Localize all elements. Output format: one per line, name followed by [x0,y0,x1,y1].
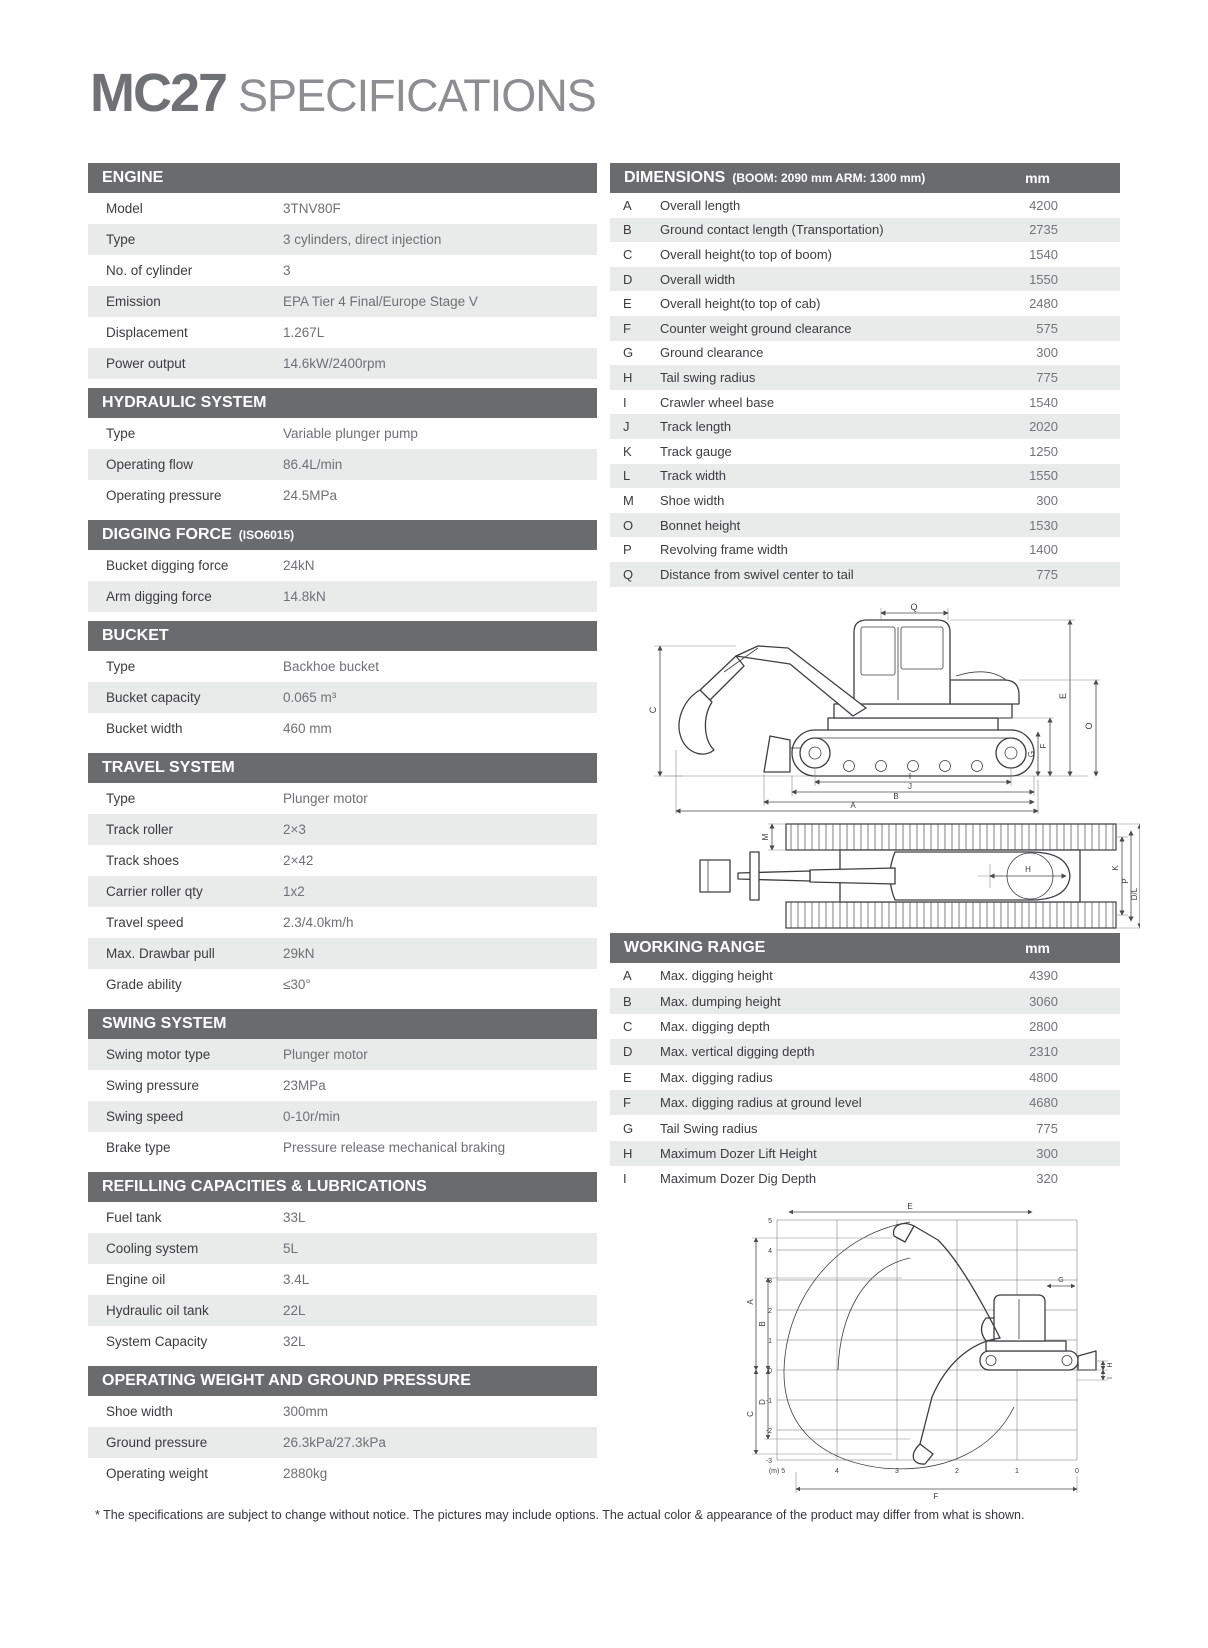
spec-label: Displacement [106,325,188,340]
spec-row [88,1070,597,1101]
spec-label: Ground pressure [106,1435,208,1450]
dim-value: 300 [1036,345,1058,361]
section-header [88,753,597,783]
dim-row [610,316,1120,341]
spec-row [88,1039,597,1070]
section-rows [88,651,597,744]
range-xtick: 4 [835,1468,839,1475]
dim-label-c: C [746,1411,755,1417]
section-note: (BOOM: 2090 mm ARM: 1300 mm) [732,171,926,185]
spec-value: 2.3/4.0km/h [283,915,354,930]
spec-label: Operating weight [106,1466,209,1481]
spec-row [88,1458,597,1489]
dim-letter: H [623,1145,633,1161]
spec-section [88,1366,597,1489]
dim-label-q: Q [910,602,918,612]
unit-label: mm [1025,940,1050,956]
dim-row [610,218,1120,243]
dim-row [610,1166,1120,1191]
dim-name: Maximum Dozer Dig Depth [660,1171,817,1187]
spec-value: 24.5MPa [283,488,338,503]
section-title: BUCKET [102,627,169,644]
spec-row [88,1202,597,1233]
section-header [610,163,1120,193]
spec-label: Cooling system [106,1241,199,1256]
spec-label: Bucket digging force [106,558,229,573]
spec-row [88,1326,597,1357]
spec-label: Grade ability [106,977,182,992]
section-title: DIMENSIONS [624,169,726,186]
range-ytick: 2 [768,1308,772,1315]
dim-letter: D [623,271,633,287]
dim-row [610,1115,1120,1140]
dim-value: 300 [1036,492,1058,508]
spec-label: Operating pressure [106,488,222,503]
working-range-table [610,933,1120,1201]
dim-value: 1530 [1029,517,1058,533]
section-title: HYDRAULIC SYSTEM [102,394,267,411]
spec-label: Travel speed [106,915,184,930]
spec-row [88,255,597,286]
dim-name: Tail Swing radius [660,1120,758,1136]
dim-value: 1540 [1029,394,1058,410]
spec-row [88,876,597,907]
dim-value: 1550 [1029,271,1058,287]
spec-label: System Capacity [106,1334,208,1349]
dim-letter: G [623,1120,634,1136]
spec-label: Bucket capacity [106,690,201,705]
spec-label: Type [106,232,136,247]
dim-letter: O [623,517,634,533]
dim-letter: M [623,492,634,508]
side-view-diagram [638,600,1158,820]
spec-row [88,224,597,255]
dim-name: Ground contact length (Transportation) [660,222,884,238]
dim-name: Ground clearance [660,345,764,361]
section-rows [88,418,597,511]
dim-letter: J [623,419,630,435]
section-header [88,621,597,651]
spec-value: 22L [283,1303,306,1318]
section-title: DIGGING FORCE [102,526,232,543]
spec-row [88,1295,597,1326]
dim-name: Max. vertical digging depth [660,1044,815,1060]
spec-label: Shoe width [106,1404,173,1419]
spec-label: Max. Drawbar pull [106,946,215,961]
spec-label: Carrier roller qty [106,884,203,899]
section-rows [88,1396,597,1489]
section-title: OPERATING WEIGHT AND GROUND PRESSURE [102,1372,471,1389]
spec-label: Fuel tank [106,1210,162,1225]
section-title: WORKING RANGE [624,939,766,956]
dim-row [610,562,1120,587]
dim-row [610,988,1120,1013]
range-xtick: 0 [1075,1468,1079,1475]
spec-label: Track roller [106,822,174,837]
spec-value: 14.6kW/2400rpm [283,356,386,371]
dim-label-a: A [746,1299,755,1305]
spec-label: Type [106,791,136,806]
spec-value: Plunger motor [283,791,368,806]
dim-row [610,1141,1120,1166]
spec-label: Model [106,201,143,216]
dim-label-e: E [1058,692,1068,700]
spec-value: 2880kg [283,1466,328,1481]
dim-value: 4200 [1029,197,1058,213]
spec-row [88,969,597,1000]
section-title: SWING SYSTEM [102,1015,227,1032]
dim-name: Max. digging radius at ground level [660,1095,862,1111]
spec-value: 23MPa [283,1078,326,1093]
dim-value: 3060 [1029,993,1058,1009]
spec-row [88,317,597,348]
spec-row [88,651,597,682]
dim-letter: I [623,394,627,410]
dim-name: Track length [660,419,732,435]
dim-name: Maximum Dozer Lift Height [660,1145,817,1161]
dim-letter: D [623,1044,633,1060]
footnote: * The specifications are subject to change without notice. The pictures may include options. The actual color & appearance of the product may differ from what is shown. [95,1508,1025,1522]
spec-label: Power output [106,356,186,371]
top-view-diagram [690,818,1140,939]
spec-row [88,713,597,744]
dim-value: 775 [1036,1120,1058,1136]
dim-name: Tail swing radius [660,369,756,385]
dim-letter: A [623,968,632,984]
spec-row [88,193,597,224]
range-ytick: 5 [768,1218,772,1225]
spec-label: Swing speed [106,1109,184,1124]
dim-name: Track width [660,468,726,484]
dim-value: 1250 [1029,443,1058,459]
dim-row [610,1090,1120,1115]
range-ytick: 4 [768,1248,772,1255]
section-note: (ISO6015) [238,528,295,542]
spec-label: Type [106,659,136,674]
model-name: MC27 [90,63,227,123]
dim-label-h: H [1107,1362,1114,1368]
dim-label-h: H [1025,865,1031,874]
spec-section [88,163,597,379]
spec-row [88,1264,597,1295]
dim-value: 2480 [1029,296,1058,312]
spec-value: 3TNV80F [283,201,341,216]
dim-letter: L [623,468,631,484]
dim-row [610,537,1120,562]
unit-label: mm [1025,170,1050,186]
spec-value: 24kN [283,558,315,573]
dim-value: 775 [1036,369,1058,385]
spec-value: 14.8kN [283,589,326,604]
spec-row [88,907,597,938]
section-header [88,163,597,193]
dim-row [610,242,1120,267]
spec-row [88,845,597,876]
range-xtick: 1 [1015,1468,1019,1475]
dim-label-e: E [907,1202,913,1211]
spec-value: 0.065 m³ [283,690,337,705]
dim-value: 1550 [1029,468,1058,484]
section-rows [610,193,1120,587]
dim-row [610,963,1120,988]
dim-section [610,933,1120,1192]
spec-label: Arm digging force [106,589,212,604]
dim-row [610,390,1120,415]
dim-letter: E [623,296,632,312]
section-rows [88,783,597,1000]
dim-label-f: F [933,1492,939,1501]
dim-name: Revolving frame width [660,542,788,558]
dim-letter: C [623,246,633,262]
dim-label-k: K [1111,865,1120,871]
spec-label: No. of cylinder [106,263,193,278]
spec-row [88,1132,597,1163]
range-ytick: 0 [768,1368,772,1375]
dim-value: 2310 [1029,1044,1058,1060]
spec-value: 0-10r/min [283,1109,341,1124]
spec-value: Pressure release mechanical braking [283,1140,506,1155]
dim-section [610,163,1120,587]
spec-value: Variable plunger pump [283,426,418,441]
range-ytick: 3 [768,1278,772,1285]
dim-name: Shoe width [660,492,725,508]
dim-label-a: A [850,801,856,810]
dim-letter: F [623,320,631,336]
dim-name: Track gauge [660,443,732,459]
spec-value: 2×3 [283,822,306,837]
range-xtick: 3 [895,1468,899,1475]
section-rows [88,1202,597,1357]
spec-value: EPA Tier 4 Final/Europe Stage V [283,294,478,309]
spec-value: 29kN [283,946,315,961]
spec-row [88,783,597,814]
dim-value: 2800 [1029,1018,1058,1034]
dim-value: 300 [1036,1145,1058,1161]
spec-value: 300mm [283,1404,329,1419]
spec-row [88,286,597,317]
section-header [88,388,597,418]
section-rows [610,963,1120,1192]
dim-letter: P [623,542,632,558]
dim-value: 2020 [1029,419,1058,435]
section-rows [88,550,597,612]
spec-row [88,550,597,581]
dim-row [610,488,1120,513]
dim-value: 320 [1036,1171,1058,1187]
dim-letter: E [623,1069,632,1085]
spec-value: 460 mm [283,721,332,736]
dim-label-g: G [1027,750,1036,758]
spec-value: Plunger motor [283,1047,368,1062]
dim-value: 1400 [1029,542,1058,558]
dim-row [610,1065,1120,1090]
spec-section [88,621,597,744]
dim-label-i: I [908,772,912,781]
dim-value: 4680 [1029,1095,1058,1111]
dim-name: Overall height(to top of cab) [660,296,821,312]
range-ytick: -3 [765,1458,772,1465]
dim-label-d: D [758,1399,767,1405]
spec-value: 2×42 [283,853,314,868]
spec-section [88,1009,597,1163]
dim-row [610,414,1120,439]
spec-section [88,753,597,1000]
dim-letter: H [623,369,633,385]
dim-label-g: G [1058,1277,1064,1284]
dim-label-i: I [1107,1377,1114,1379]
dim-label-f: F [1039,743,1048,749]
spec-section [88,1172,597,1357]
dim-label-c: C [648,706,658,714]
dim-value: 575 [1036,320,1058,336]
page-title-suffix: SPECIFICATIONS [238,70,596,121]
dim-letter: Q [623,566,634,582]
dim-row [610,513,1120,538]
dim-label-j: J [908,782,912,791]
spec-label: Type [106,426,136,441]
spec-row [88,1233,597,1264]
range-ytick: -2 [765,1428,772,1435]
spec-value: 3.4L [283,1272,310,1287]
range-xtick: 2 [955,1468,959,1475]
spec-row [88,581,597,612]
dim-letter: F [623,1095,631,1111]
section-header [88,1172,597,1202]
dim-name: Distance from swivel center to tail [660,566,854,582]
spec-label: Bucket width [106,721,183,736]
dim-name: Max. digging height [660,968,773,984]
section-title: REFILLING CAPACITIES & LUBRICATIONS [102,1178,427,1195]
dim-row [610,341,1120,366]
dim-label-o: O [1084,722,1094,730]
spec-row [88,1101,597,1132]
dim-letter: A [623,197,632,213]
spec-value: Backhoe bucket [283,659,380,674]
spec-row [88,938,597,969]
dim-label-p: P [1121,878,1130,884]
dim-value: 4390 [1029,968,1058,984]
dim-row [610,365,1120,390]
dim-letter: B [623,993,632,1009]
spec-value: 86.4L/min [283,457,343,472]
dim-letter: G [623,345,634,361]
spec-value: 3 [283,263,291,278]
spec-row [88,1427,597,1458]
spec-label: Swing pressure [106,1078,200,1093]
spec-row [88,682,597,713]
dim-row [610,291,1120,316]
range-xtick: (m) 5 [768,1468,786,1475]
dim-letter: C [623,1018,633,1034]
spec-value: 33L [283,1210,306,1225]
spec-value: 3 cylinders, direct injection [283,232,442,247]
dim-name: Max. digging radius [660,1069,773,1085]
range-ytick: 1 [768,1338,772,1345]
dim-row [610,439,1120,464]
range-ytick: -1 [765,1398,772,1405]
dim-label-m: M [761,833,770,841]
spec-section [88,520,597,612]
spec-section [88,388,597,511]
spec-value: ≤30° [283,977,311,992]
spec-value: 5L [283,1241,299,1256]
spec-label: Brake type [106,1140,171,1155]
dim-value: 775 [1036,566,1058,582]
section-title: TRAVEL SYSTEM [102,759,235,776]
section-rows [88,1039,597,1163]
dimensions-table [610,163,1120,596]
dim-letter: B [623,222,632,238]
dim-label-dl: D/L [1130,887,1139,901]
left-column [88,163,597,1498]
dim-name: Max. digging depth [660,1018,770,1034]
spec-row [88,1396,597,1427]
spec-label: Hydraulic oil tank [106,1303,209,1318]
dim-name: Overall width [660,271,736,287]
dim-name: Overall height(to top of boom) [660,246,832,262]
working-range-diagram [742,1202,1122,1507]
section-header [88,1009,597,1039]
section-header [88,520,597,550]
spec-row [88,480,597,511]
dim-row [610,1014,1120,1039]
spec-row [88,814,597,845]
spec-label: Operating flow [106,457,194,472]
dim-row [610,1039,1120,1064]
spec-value: 1.267L [283,325,325,340]
dim-letter: I [623,1171,627,1187]
spec-value: 32L [283,1334,306,1349]
dim-row [610,464,1120,489]
dim-row [610,267,1120,292]
spec-label: Emission [106,294,161,309]
spec-label: Swing motor type [106,1047,211,1062]
dim-name: Overall length [660,197,741,213]
dim-label-b: B [893,792,899,801]
dim-value: 1540 [1029,246,1058,262]
dim-value: 2735 [1029,222,1058,238]
dim-name: Bonnet height [660,517,741,533]
dim-value: 4800 [1029,1069,1058,1085]
spec-row [88,449,597,480]
section-title: ENGINE [102,169,164,186]
dim-letter: K [623,443,632,459]
dim-name: Max. dumping height [660,993,781,1009]
dim-label-b: B [758,1321,767,1327]
spec-label: Track shoes [106,853,180,868]
section-header [88,1366,597,1396]
dim-name: Counter weight ground clearance [660,320,852,336]
section-rows [88,193,597,379]
spec-row [88,348,597,379]
dim-name: Crawler wheel base [660,394,775,410]
spec-value: 1x2 [283,884,305,899]
spec-label: Engine oil [106,1272,166,1287]
page-title [90,62,596,124]
spec-value: 26.3kPa/27.3kPa [283,1435,386,1450]
spec-row [88,418,597,449]
dim-row [610,193,1120,218]
